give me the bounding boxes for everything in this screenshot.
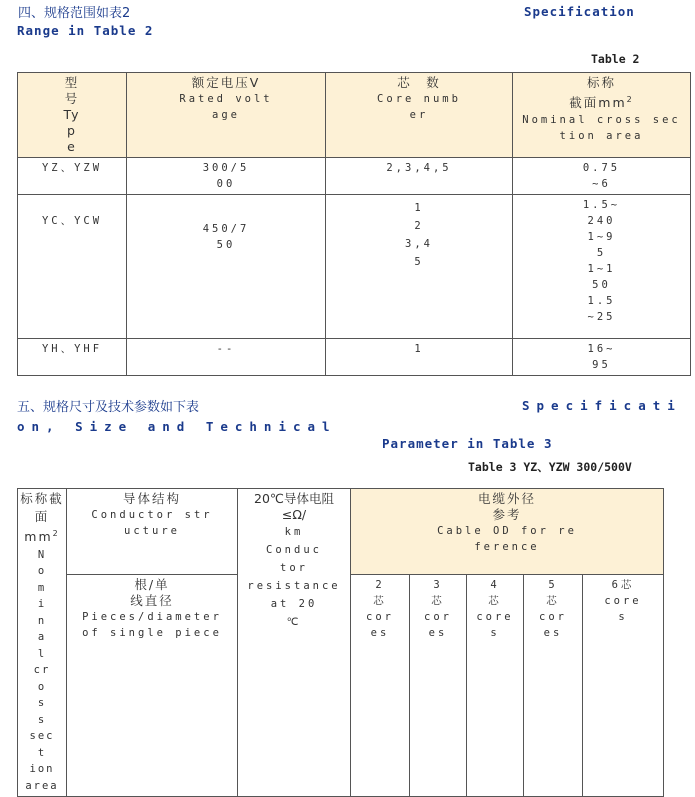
table2-cell-cores: [326, 339, 513, 376]
table3-header-resistance: [238, 489, 351, 797]
table3-header-6-cores: [583, 574, 664, 797]
cell-text: YH、YHF: [41, 343, 103, 355]
section5-title-en-center: Parameter in Table 3: [382, 436, 553, 451]
table-row: [18, 158, 691, 195]
cell-text: 3 芯 cor es: [424, 578, 452, 639]
cell-text: 1: [414, 343, 424, 355]
table2-header-cores: [326, 73, 513, 158]
table2-caption: Table 2: [591, 52, 640, 66]
table2-cell-voltage: [127, 339, 326, 376]
header-voltage-en: Rated volt age: [179, 93, 273, 121]
cell-text: 1.5~ 240 1~9 5 1~1 50 1.5 ~25: [582, 199, 621, 323]
header-cores-en: Core numb er: [377, 93, 461, 121]
cell-text: 4 芯 core s: [476, 578, 514, 639]
table3-header-section: [18, 489, 67, 797]
table3-header-od: [351, 489, 664, 575]
table2: [17, 72, 691, 376]
table2-cell-section: [513, 158, 691, 195]
cell-text: 2,3,4,5: [386, 162, 452, 174]
table3-resistance-en: km Conduc tor resistance at 20 ℃: [247, 526, 341, 628]
section4-title-en-right: Specification: [524, 4, 635, 19]
table2-cell-voltage: [127, 195, 326, 339]
table3-pieces-cn: 根/单 线直径: [130, 576, 174, 608]
table3-header-2-cores: [351, 574, 410, 797]
cell-text: --: [216, 343, 236, 355]
table3-header-row-1: [18, 489, 664, 575]
section4-title-cn: 四、规格范围如表2: [18, 6, 131, 21]
table3-header-conductor: [67, 489, 238, 575]
cell-text: 1 2 3,4 5: [405, 202, 433, 268]
cell-text: 16~ 95: [587, 343, 616, 371]
cell-text: 0.75 ~6: [582, 162, 621, 190]
table3-section-cn: [20, 491, 64, 544]
header-section-sup: 2: [626, 95, 634, 104]
section4-title-en-left: Range in Table 2: [17, 23, 154, 38]
table3-conductor-en: Conductor str ucture: [91, 509, 213, 537]
table3-section-cn-text: 标称截 面mm: [20, 491, 64, 545]
header-section-cn: [569, 75, 633, 110]
table2-cell-type: [18, 195, 127, 339]
table3-header-pieces: [67, 574, 238, 797]
section5-title-cn: 五、规格尺寸及技术参数如下表: [17, 400, 200, 415]
cell-text: 450/7 50: [202, 223, 250, 251]
table2-header-section: [513, 73, 691, 158]
cell-text: 300/5 00: [202, 162, 250, 190]
table3-section-en: N o m i n a l cr o s s sec t ion area: [25, 548, 59, 792]
table2-cell-voltage: [127, 158, 326, 195]
header-cores-cn: 芯 数: [397, 75, 441, 90]
cell-text: 6芯 core s: [604, 578, 642, 623]
table2-header-type: [18, 73, 127, 158]
table2-cell-cores: [326, 195, 513, 339]
table3-header-4-cores: [467, 574, 524, 797]
table2-cell-cores: [326, 158, 513, 195]
cell-text: 5 芯 cor es: [539, 578, 567, 639]
table3-resistance-cn: 20℃导体电阻 ≤Ω/: [254, 491, 334, 522]
header-voltage-cn: 额定电压V: [191, 75, 261, 90]
table2-cell-type: [18, 339, 127, 376]
header-section-en: Nominal cross sec tion area: [522, 114, 681, 143]
table2-cell-section: [513, 195, 691, 339]
cell-text: YZ、YZW: [41, 162, 103, 174]
table3-pieces-en: Pieces/diameter of single piece: [82, 610, 222, 639]
table3-caption: Table 3 YZ、YZW 300/500V: [468, 460, 632, 474]
table3-header-5-cores: [524, 574, 583, 797]
table3-od-en: Cable OD for re ference: [437, 525, 577, 553]
table3-od-cn: 电缆外径 参考: [477, 491, 536, 522]
table3-conductor-cn: 导体结构: [122, 491, 181, 506]
table2-header-row: [18, 73, 691, 158]
table2-header-voltage: [127, 73, 326, 158]
table3: [17, 488, 664, 797]
table-row: [18, 339, 691, 376]
section5-title-en-left: on, Size and Technical: [17, 419, 337, 434]
section5-title-en-right: Specificati: [522, 398, 682, 413]
header-section-cn-text: 标称 截面mm: [569, 75, 627, 111]
cell-text: YC、YCW: [41, 215, 103, 227]
table3-section-sup: 2: [52, 529, 60, 538]
table-row: [18, 195, 691, 339]
table2-cell-section: [513, 339, 691, 376]
cell-text: 2 芯 cor es: [366, 578, 394, 639]
table3-header-3-cores: [410, 574, 467, 797]
header-type-text: 型 号 Ty p e: [63, 75, 81, 154]
table2-cell-type: [18, 158, 127, 195]
